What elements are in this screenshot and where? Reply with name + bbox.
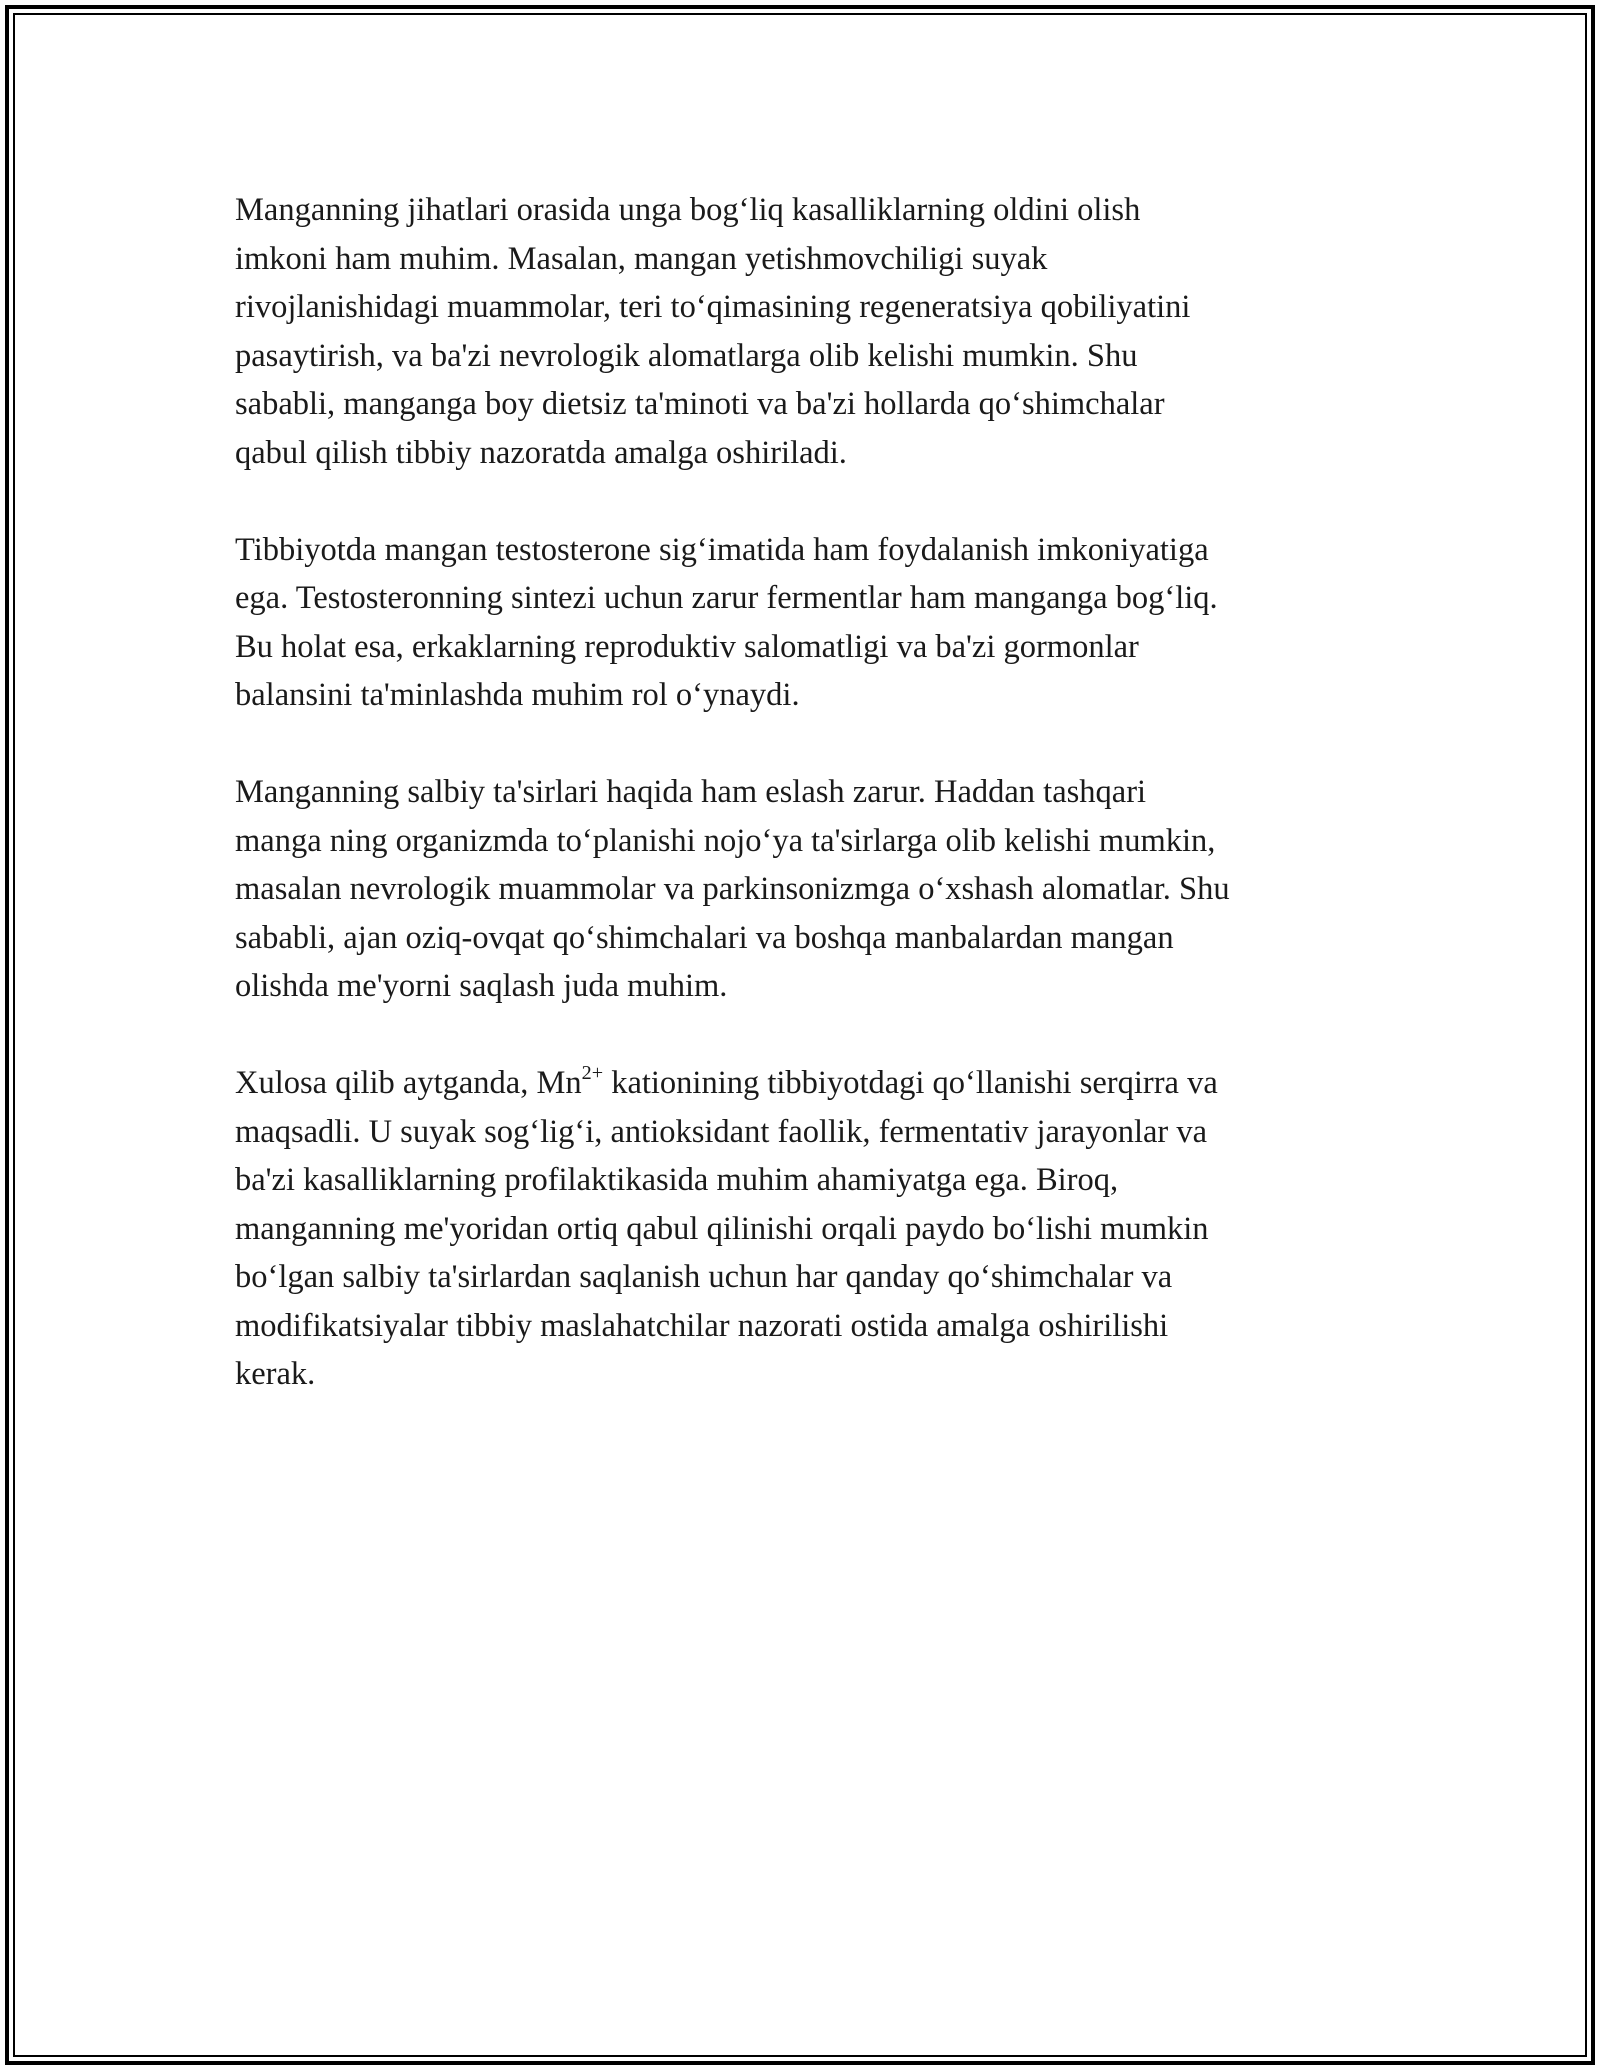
paragraph-2: Tibbiyotda mangan testosterone sig‘imatida ham foydalanish imkoniyatiga ega. Testosteronning sintezi uchun zarur fermentlar ham manganga bog‘liq. Bu holat esa, erkaklarning reproduktiv salomatligi va ba'zi gormonlar balansini ta'minlashda muhim rol o‘ynaydi.: [235, 531, 1218, 713]
paragraph-1: Manganning jihatlari orasida unga bog‘liq kasalliklarning oldini olish imkoni ham muhim. Masalan, mangan yetishmovchiligi suyak rivojlanishidagi muammolar, teri to‘qimasining regeneratsiya qobiliyatini pasaytirish, va ba'zi nevrologik alomatlarga olib kelishi mumkin. Shu sababli, manganga boy dietsiz ta'minoti va ba'zi hollarda qo‘shimchalar qabul qilish tibbiy nazoratda amalga oshiriladi.: [235, 192, 1191, 471]
paragraph-4: [235, 1059, 1370, 1399]
paragraph-3: Manganning salbiy ta'sirlari haqida ham eslash zarur. Haddan tashqari manga ning organizmda to‘planishi nojo‘ya ta'sirlarga olib kelishi mumkin, masalan nevrologik muammolar va parkinsonizmga o‘xshash alomatlar. Shu sababli, ajan oziq-ovqat qo‘shimchalari va boshqa manbalardan mangan olishda me'yorni saqlash juda muhim.: [235, 774, 1230, 1004]
manganese-charge-superscript: 2+: [581, 1061, 604, 1084]
paragraph-4-text-before: Xulosa qilib aytganda, Mn: [235, 1065, 582, 1101]
document-body: [235, 186, 1370, 1447]
paragraph-4-text-after: kationining tibbiyotdagi qo‘llanishi serqirra va maqsadli. U suyak sog‘lig‘i, antioksidant faollik, fermentativ jarayonlar va ba'zi kasalliklarning profilaktikasida muhim ahamiyatga ega. Biroq, manganning me'yoridan ortiq qabul qilinishi orqali paydo bo‘lishi mumkin bo‘lgan salbiy ta'sirlardan saqlanish uchun har qanday qo‘shimchalar va modifikatsiyalar tibbiy maslahatchilar nazorati ostida amalga oshirilishi kerak.: [235, 1065, 1218, 1392]
